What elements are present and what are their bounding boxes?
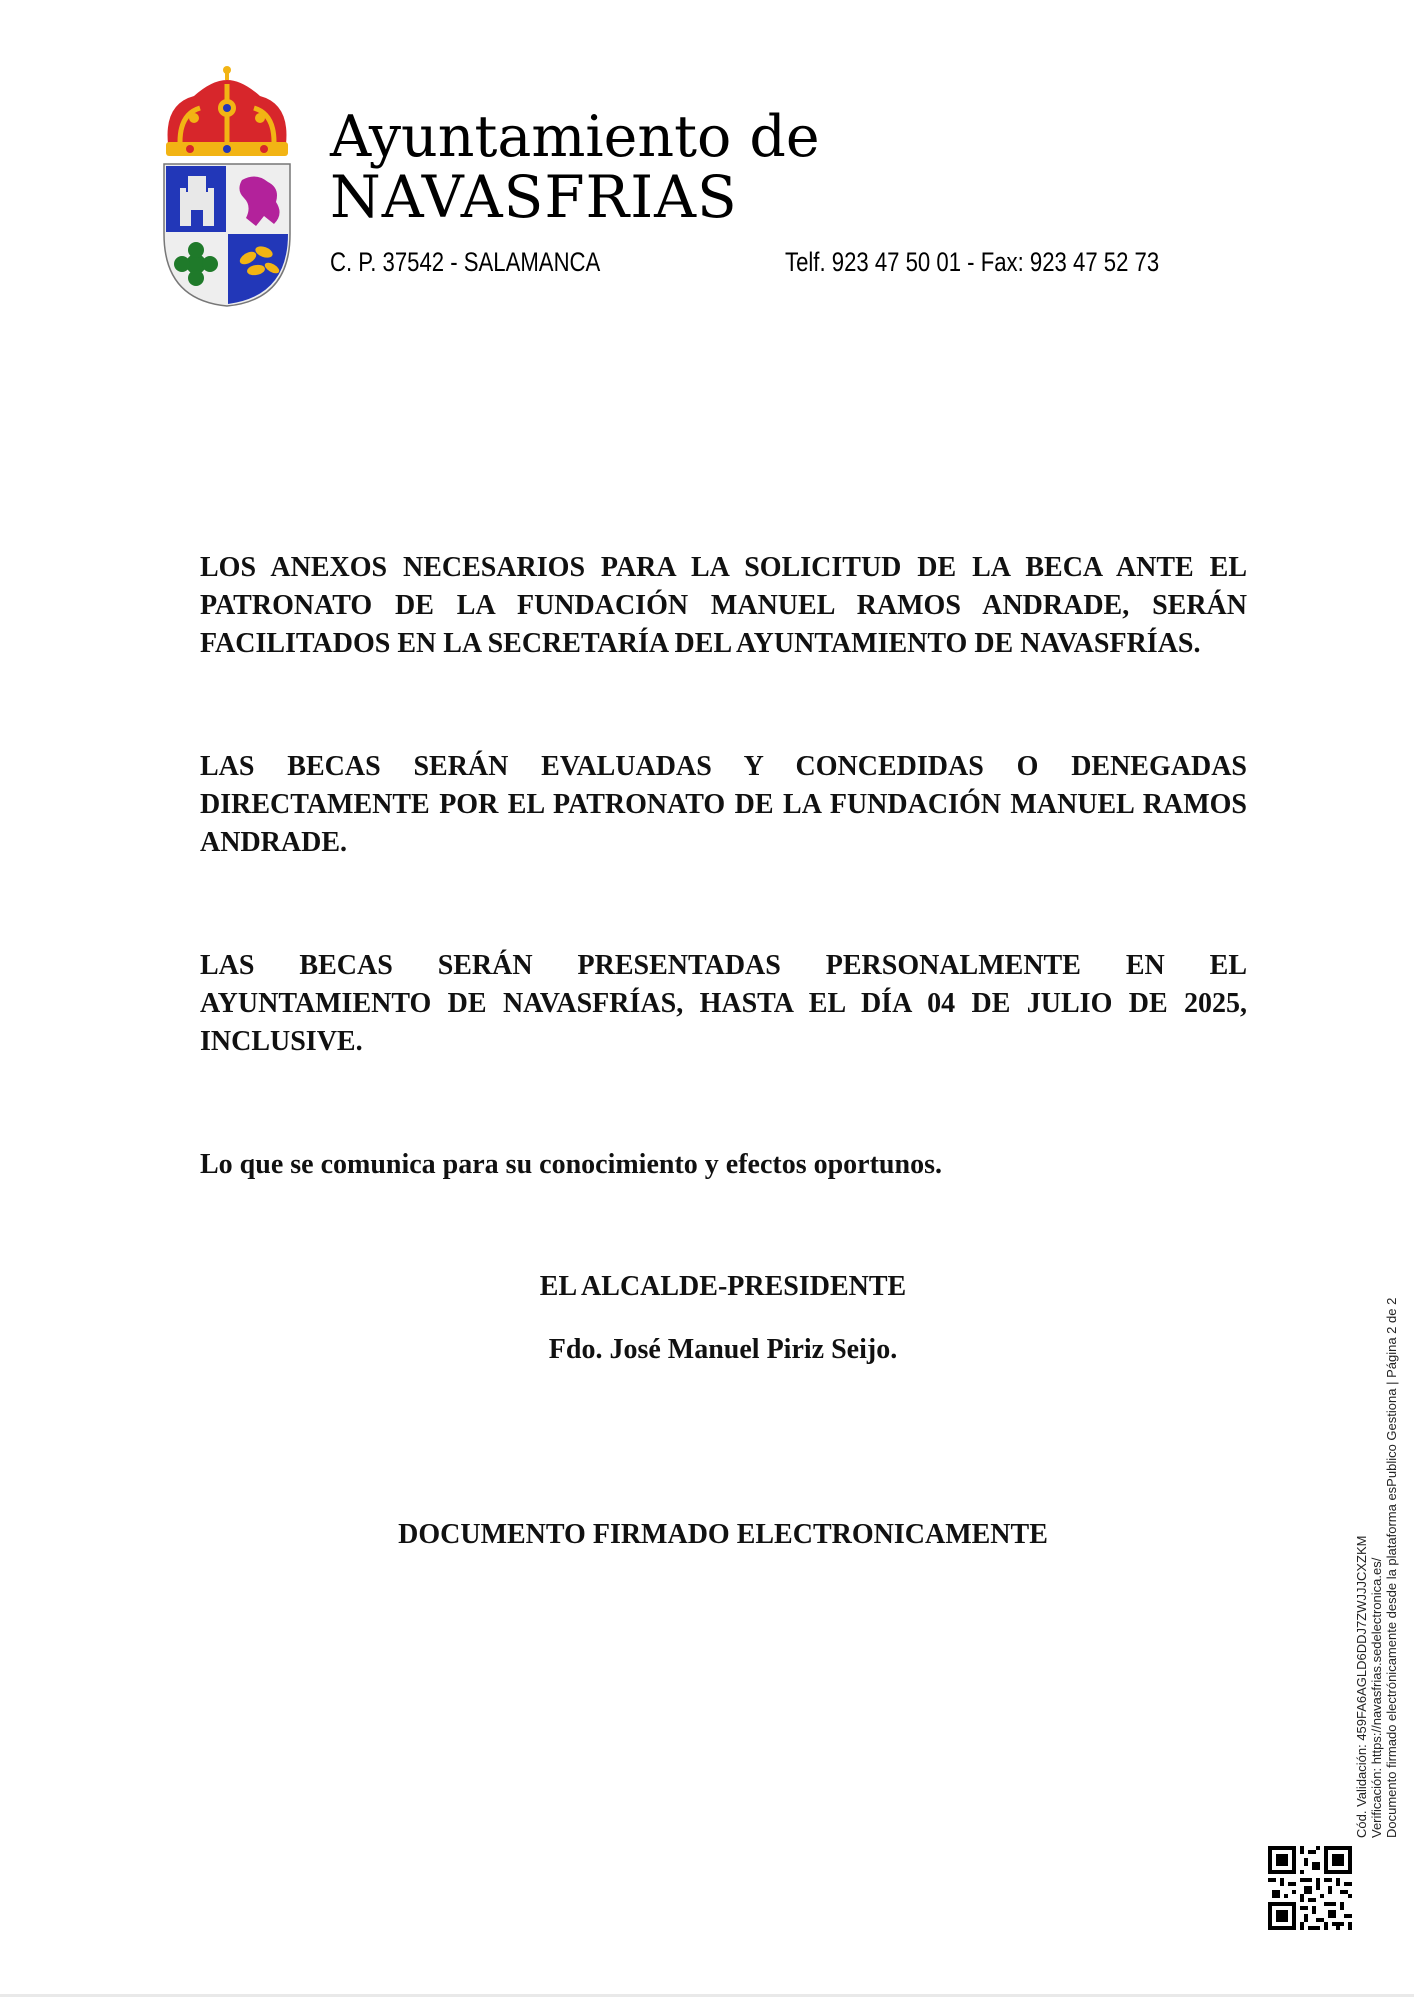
organization-name-line1: Ayuntamiento de bbox=[330, 104, 820, 170]
signer-title: EL ALCALDE-PRESIDENTE bbox=[539, 1271, 907, 1302]
coat-of-arms-icon bbox=[160, 64, 294, 310]
organization-name-line2: NAVASFRIAS bbox=[330, 163, 738, 231]
paragraph-evaluation: LAS BECAS SERÁN EVALUADAS Y CONCEDIDAS O DENEGADAS DIRECTAMENTE POR EL PATRONATO DE LA FUNDACIÓN MANUEL RAMOS ANDRADE. bbox=[200, 751, 1247, 858]
verification-url: Verificación: https://navasfrias.sedelectronica.es/ bbox=[1369, 1557, 1384, 1838]
postal-address: C. P. 37542 - SALAMANCA bbox=[330, 247, 601, 277]
paragraph-annexes: LOS ANEXOS NECESARIOS PARA LA SOLICITUD DE LA BECA ANTE EL PATRONATO DE LA FUNDACIÓN MANUEL RAMOS ANDRADE, SERÁN FACILITADOS EN LA SECRETARÍA DEL AYUNTAMIENTO DE NAVASFRÍAS. bbox=[200, 552, 1247, 659]
signer-name: Fdo. José Manuel Piriz Seijo. bbox=[548, 1334, 898, 1365]
electronic-signature-note: DOCUMENTO FIRMADO ELECTRONICAMENTE bbox=[398, 1519, 1048, 1550]
page-bottom-border bbox=[0, 1994, 1414, 1997]
qr-code-icon bbox=[1268, 1846, 1352, 1930]
closing-sentence: Lo que se comunica para su conocimiento y efectos oportunos. bbox=[200, 1149, 942, 1180]
platform-note: Documento firmado electrónicamente desde la plataforma esPublico Gestiona | Página 2 de 2 bbox=[1384, 1297, 1399, 1838]
validation-stamp bbox=[1354, 1238, 1399, 1838]
phone-fax: Telf. 923 47 50 01 - Fax: 923 47 52 73 bbox=[785, 247, 1160, 277]
paragraph-deadline: LAS BECAS SERÁN PRESENTADAS PERSONALMENTE EN EL AYUNTAMIENTO DE NAVASFRÍAS, HASTA EL DÍA 04 DE JULIO DE 2025, INCLUSIVE. bbox=[200, 950, 1247, 1057]
validation-code: Cód. Validación: 459FA6AGLD6DDJ7ZWJJJCXZKM bbox=[1354, 1535, 1369, 1838]
